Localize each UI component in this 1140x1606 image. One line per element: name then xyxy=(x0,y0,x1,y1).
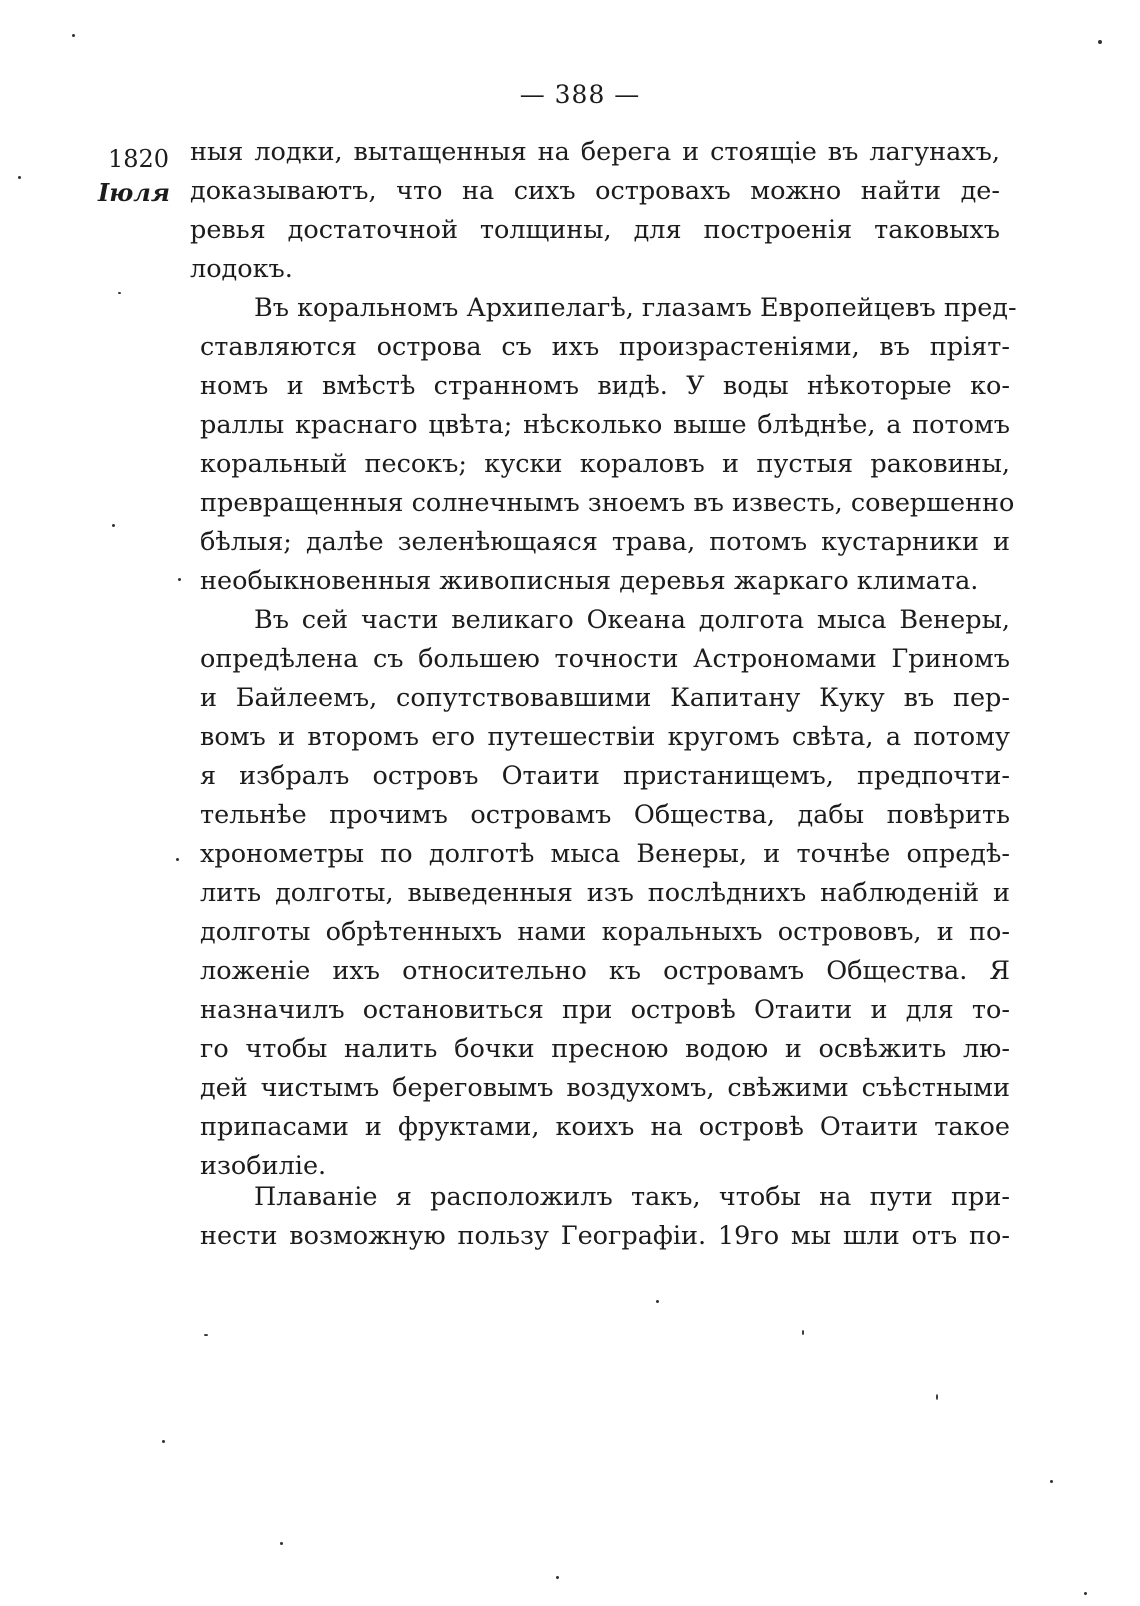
scan-speck xyxy=(556,1576,559,1579)
scan-speck xyxy=(176,858,179,861)
text-line: коральный песокъ; куски кораловъ и пустыя раковины, xyxy=(200,449,1010,479)
paragraph-3 xyxy=(200,601,1010,1186)
text-line: нести возможную пользу Географіи. 19го мы шли отъ по- xyxy=(200,1221,1010,1251)
text-line: долготы обрѣтенныхъ нами коральныхъ острововъ, и по- xyxy=(200,917,1010,947)
text-line: бѣлыя; далѣе зеленѣющаяся трава, потомъ кустарники и xyxy=(200,527,1010,557)
paragraph-4 xyxy=(200,1178,1010,1256)
scan-speck xyxy=(802,1330,804,1335)
text-line: дей чистымъ береговымъ воздухомъ, свѣжими съѣстными xyxy=(200,1073,1010,1103)
scan-speck xyxy=(656,1300,659,1303)
scan-speck xyxy=(204,1334,208,1336)
page-number: — 388 — xyxy=(519,80,641,109)
text-line: го чтобы налить бочки пресною водою и освѣжить лю- xyxy=(200,1034,1010,1064)
text-line: необыкновенныя живописныя деревья жаркаго климата. xyxy=(200,566,979,596)
text-line: доказываютъ, что на сихъ островахъ можно найти де- xyxy=(190,176,1000,206)
margin-year: 1820 xyxy=(108,145,170,173)
text-line: тельнѣе прочимъ островамъ Общества, дабы повѣрить xyxy=(200,800,1010,830)
scan-speck xyxy=(936,1394,938,1400)
scan-speck xyxy=(280,1542,283,1545)
text-line: Въ коральномъ Архипелагѣ, глазамъ Европейцевъ пред- xyxy=(254,293,1017,323)
text-line: ныя лодки, вытащенныя на берега и стоящіе въ лагунахъ, xyxy=(190,137,1000,167)
text-line: припасами и фруктами, коихъ на островѣ Отаити такое xyxy=(200,1112,1010,1142)
scan-speck xyxy=(18,176,21,179)
text-line: опредѣлена съ большею точности Астрономами Гриномъ xyxy=(200,644,1010,674)
text-line: лодокъ. xyxy=(190,254,293,284)
text-line: ревья достаточной толщины, для построенія таковыхъ xyxy=(190,215,1000,245)
text-line: лить долготы, выведенныя изъ послѣднихъ наблюденій и xyxy=(200,878,1010,908)
scan-speck xyxy=(1084,1592,1087,1595)
text-line: хронометры по долготѣ мыса Венеры, и точнѣе опредѣ- xyxy=(200,839,1010,869)
scan-speck xyxy=(72,34,75,37)
scan-speck xyxy=(162,1440,165,1443)
scan-speck xyxy=(1050,1480,1053,1483)
text-line: ставляются острова съ ихъ произрастеніями, въ пріят- xyxy=(200,332,1010,362)
scan-speck xyxy=(118,292,121,294)
paragraph-1 xyxy=(190,133,1000,289)
text-line: превращенныя солнечнымъ зноемъ въ известь, совершенно xyxy=(200,488,1015,518)
scan-speck xyxy=(1098,40,1102,44)
text-line: изобиліе. xyxy=(200,1151,327,1181)
text-line: Въ сей части великаго Океана долгота мыса Венеры, xyxy=(254,605,1010,635)
text-line: номъ и вмѣстѣ странномъ видѣ. У воды нѣкоторые ко- xyxy=(200,371,1010,401)
paragraph-2 xyxy=(200,289,1017,601)
text-line: и Байлеемъ, сопутствовавшими Капитану Куку въ пер- xyxy=(200,683,1010,713)
text-line: ложеніе ихъ относительно къ островамъ Общества. Я xyxy=(200,956,1010,986)
text-line: вомъ и второмъ его путешествіи кругомъ свѣта, а потому xyxy=(200,722,1010,752)
scan-speck xyxy=(178,578,181,581)
text-line: назначилъ остановиться при островѣ Отаити и для то- xyxy=(200,995,1010,1025)
text-line: Плаваніе я расположилъ такъ, чтобы на пути при- xyxy=(254,1182,1010,1212)
margin-month: Іюля xyxy=(98,178,170,207)
text-line: раллы краснаго цвѣта; нѣсколько выше блѣднѣе, а потомъ xyxy=(200,410,1010,440)
scan-speck xyxy=(112,524,115,527)
text-line: я избралъ островъ Отаити пристанищемъ, предпочти- xyxy=(200,761,1010,791)
